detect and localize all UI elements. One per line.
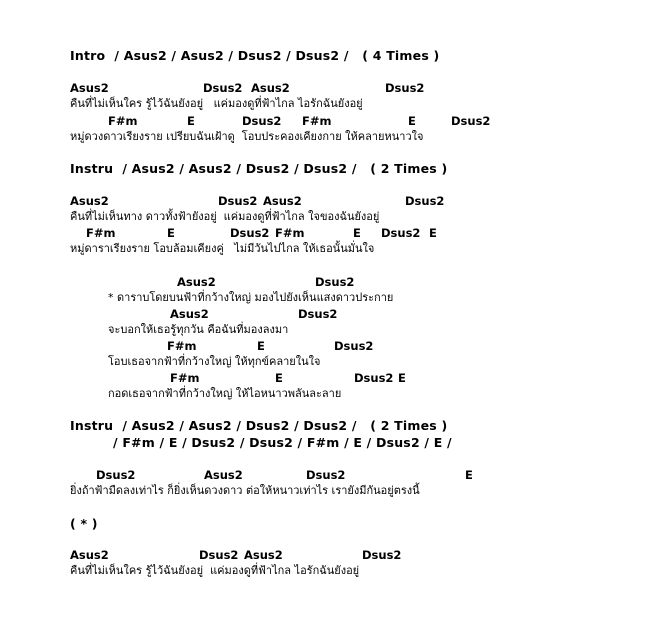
chord: E bbox=[275, 371, 283, 385]
chord: F#m bbox=[167, 339, 197, 353]
lyric-line: หมู่ดาราเรียงราย โอบล้อมเคียงคู่ ไม่มีวันไปไกล ให้เธอนั้นมั่นใจ bbox=[70, 242, 375, 255]
chord: E bbox=[167, 226, 175, 240]
chord: Dsus2 bbox=[199, 548, 239, 562]
chord: F#m bbox=[170, 371, 200, 385]
instru-line: / F#m / E / Dsus2 / Dsus2 / F#m / E / Dsus2 / E / bbox=[113, 435, 452, 450]
chord: Dsus2 bbox=[381, 226, 421, 240]
chord: F#m bbox=[86, 226, 116, 240]
chord: Asus2 bbox=[251, 81, 290, 95]
chord: Asus2 bbox=[70, 194, 109, 208]
instru-line: Instru / Asus2 / Asus2 / Dsus2 / Dsus2 / ( 2 Times ) bbox=[70, 418, 448, 433]
chord: Dsus2 bbox=[451, 114, 491, 128]
lyric-line: โอบเธอจากฟ้าที่กว้างใหญ่ ให้ทุกข์คลายในใจ bbox=[108, 355, 321, 368]
chord: F#m bbox=[108, 114, 138, 128]
lyric-line: จะบอกให้เธอรู้ทุกวัน คือฉันที่มองลงมา bbox=[108, 323, 289, 336]
chord: F#m bbox=[302, 114, 332, 128]
lyric-line: หมู่ดวงดาวเรียงราย เปรียบฉันเฝ้าดู โอบประคองเคียงกาย ให้คลายหนาวใจ bbox=[70, 130, 424, 143]
chord: E bbox=[353, 226, 361, 240]
lyric-line: * ดาราบโดยบนฟ้าที่กว้างใหญ่ มองไปยังเห็นแสงดาวประกาย bbox=[108, 291, 394, 304]
chord: Dsus2 bbox=[306, 468, 346, 482]
chord: Asus2 bbox=[170, 307, 209, 321]
lyric-line: กอดเธอจากฟ้าที่กว้างใหญ่ ให้ไอหนาวพลันละลาย bbox=[108, 387, 342, 400]
chord: E bbox=[398, 371, 406, 385]
chord: F#m bbox=[275, 226, 305, 240]
chord: E bbox=[408, 114, 416, 128]
chord: Dsus2 bbox=[218, 194, 258, 208]
chord: E bbox=[257, 339, 265, 353]
chord: Dsus2 bbox=[385, 81, 425, 95]
repeat-marker: ( * ) bbox=[70, 516, 98, 531]
lyric-line: คืนที่ไม่เห็นใคร รู้ไว้ฉันยังอยู่ แค่มองดูที่ฟ้าไกล ไอรักฉันยังอยู่ bbox=[70, 97, 363, 110]
chord: Dsus2 bbox=[230, 226, 270, 240]
chord: E bbox=[187, 114, 195, 128]
chord: Asus2 bbox=[204, 468, 243, 482]
chord: Dsus2 bbox=[298, 307, 338, 321]
chord: Dsus2 bbox=[362, 548, 402, 562]
chord: Dsus2 bbox=[242, 114, 282, 128]
intro-line: Intro / Asus2 / Asus2 / Dsus2 / Dsus2 / ( 4 Times ) bbox=[70, 48, 440, 63]
chord: Asus2 bbox=[177, 275, 216, 289]
lyric-line: คืนที่ไม่เห็นทาง ดาวทั้งฟ้ายังอยู่ แค่มองดูที่ฟ้าไกล ใจของฉันยังอยู่ bbox=[70, 210, 380, 223]
chord: Asus2 bbox=[70, 548, 109, 562]
chord: E bbox=[429, 226, 437, 240]
lyric-line: คืนที่ไม่เห็นใคร รู้ไว้ฉันยังอยู่ แค่มองดูที่ฟ้าไกล ไอรักฉันยังอยู่ bbox=[70, 564, 360, 577]
chord: Dsus2 bbox=[315, 275, 355, 289]
chord: Asus2 bbox=[70, 81, 109, 95]
chord: Dsus2 bbox=[203, 81, 243, 95]
chord: Dsus2 bbox=[96, 468, 136, 482]
chord: Dsus2 bbox=[334, 339, 374, 353]
instru-line: Instru / Asus2 / Asus2 / Dsus2 / Dsus2 / ( 2 Times ) bbox=[70, 161, 448, 176]
chord: Dsus2 bbox=[354, 371, 394, 385]
chord: E bbox=[465, 468, 473, 482]
chord: Dsus2 bbox=[405, 194, 445, 208]
lyric-line: ยิ่งถ้าฟ้ามืดลงเท่าไร ก็ยิ่งเห็นดวงดาว ต่อให้หนาวเท่าไร เรายังมีกันอยู่ตรงนี้ bbox=[70, 484, 420, 497]
chord: Asus2 bbox=[244, 548, 283, 562]
chord: Asus2 bbox=[263, 194, 302, 208]
